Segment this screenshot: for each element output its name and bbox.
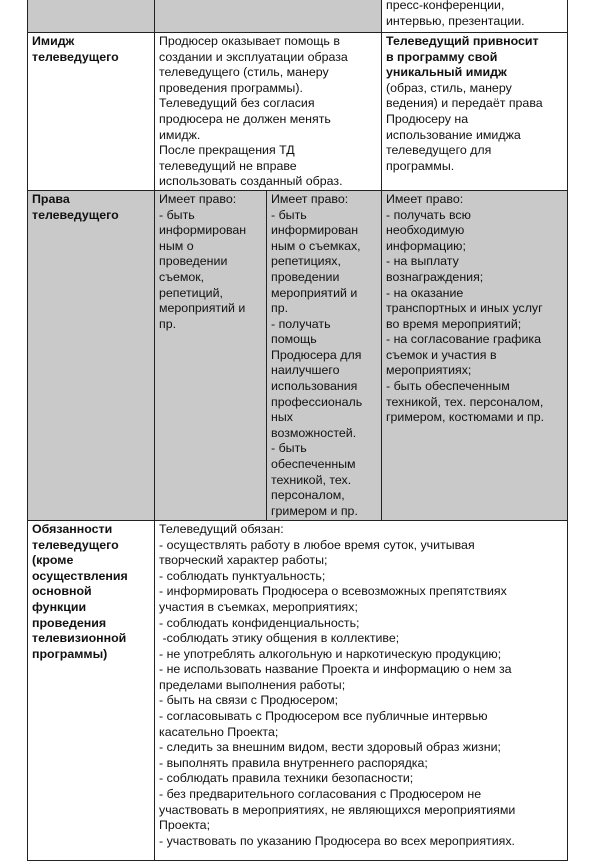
text-line: - быть	[271, 207, 307, 222]
text-line: телеведущего (стиль, манеру	[159, 65, 329, 80]
label-line: функции	[32, 599, 87, 614]
text-line: имидж.	[159, 127, 201, 142]
text-line: творческий характер работы;	[159, 553, 328, 568]
label-line: программы)	[32, 646, 108, 661]
rights-col3-cell	[382, 190, 568, 520]
text-line: - соблюдать пунктуальность;	[159, 568, 326, 583]
top-producer-cell	[155, 0, 382, 33]
text-line: участвовать в мероприятиях, не являющихся мероприятиями	[159, 802, 516, 817]
text-line: - не употреблять алкогольную и наркотическую продукцию;	[159, 646, 502, 661]
text-line: вознаграждения;	[386, 269, 484, 284]
label-line: Имидж	[32, 34, 75, 48]
text-line: Продюсеру на	[386, 111, 469, 126]
text-line: Имеет право:	[159, 191, 237, 206]
text-line: гримером и пр.	[271, 503, 358, 518]
text-line: - получать	[271, 316, 331, 331]
top-label-cell	[28, 0, 155, 33]
text-line: - быть на связи с Продюсером;	[159, 693, 339, 708]
text-line: репетиций,	[159, 285, 223, 300]
text-line: обеспеченным	[271, 457, 356, 472]
text-line: создании и эксплуатации образа	[159, 49, 348, 64]
text-line: ным о	[159, 238, 194, 253]
text-line: (образ, стиль, манеру	[386, 80, 512, 95]
text-line: - быть	[159, 207, 195, 222]
text-line: После прекращения ТД	[159, 143, 295, 158]
text-line: мероприятий и	[271, 285, 358, 300]
text-line: - не использовать название Проекта и информацию о нем за	[159, 662, 512, 677]
label-line: телеведущего	[32, 207, 119, 222]
label-line: Обязанности	[32, 521, 113, 536]
text-line: - выполнять правила внутреннего распорядка;	[159, 755, 428, 770]
text-line: - следить за внешним видом, вести здоровый образ жизни;	[159, 740, 501, 755]
label-line: осуществления	[32, 568, 128, 583]
text-line: техникой, тех.	[271, 472, 352, 487]
label-line: (кроме	[32, 553, 74, 568]
text-line: пр.	[271, 301, 289, 316]
table-row-rights	[28, 190, 568, 520]
text-line: пр.	[159, 316, 177, 331]
responsibilities-table	[27, 0, 568, 861]
text-line: - согласовывать с Продюсером все публичные интервью	[159, 709, 488, 724]
row-label-duties	[28, 520, 155, 860]
text-line: телеведущий не вправе	[159, 158, 297, 173]
text-line: Проекта;	[159, 818, 211, 833]
text-line: ведения) и передаёт права	[386, 96, 543, 111]
text-line: мероприятий и	[159, 301, 246, 316]
rights-col2-cell	[267, 190, 382, 520]
text-line: съемок,	[159, 269, 205, 284]
text-line: Имеет право:	[271, 191, 349, 206]
text-line: - быть	[271, 441, 307, 456]
text-line: информирован	[271, 223, 359, 238]
text-line: необходимую	[386, 223, 465, 238]
text-line: Телеведущий без согласия	[159, 96, 315, 111]
text-line: проведения программы).	[159, 80, 303, 95]
image-producer-cell	[155, 33, 382, 191]
text-line: - быть обеспеченным	[386, 379, 510, 394]
text-line: репетициях,	[271, 254, 341, 269]
text-line: пресс-конференции,	[386, 0, 505, 12]
text-line: программы.	[386, 158, 455, 173]
text-line: - на выплату	[386, 254, 459, 269]
label-line: Права	[32, 191, 70, 206]
text-line: - информировать Продюсера о всевозможных препятствиях	[159, 584, 507, 599]
text-line: мероприятиях;	[386, 363, 472, 378]
label-line: телеведущего	[32, 49, 119, 64]
text-line: техникой, тех. персоналом,	[386, 394, 544, 409]
label-line: телеведущего	[32, 537, 119, 552]
table-row-duties	[28, 520, 568, 860]
text-line: во время мероприятий;	[386, 316, 522, 331]
label-line: телевизионной	[32, 631, 127, 646]
text-line: проведении	[159, 254, 228, 269]
text-line: продюсера не должен менять	[159, 111, 331, 126]
text-line: профессиональ	[271, 394, 363, 409]
text-line: - получать всю	[386, 207, 471, 222]
text-line: Имеет право:	[386, 191, 464, 206]
duties-cell	[155, 520, 568, 860]
text-line: использовать созданный образ.	[159, 174, 343, 189]
text-line: ным о съемках,	[271, 238, 361, 253]
text-line-bold: уникальный имидж	[386, 65, 507, 80]
text-line: информацию;	[386, 238, 466, 253]
table-row-image	[28, 33, 568, 191]
text-line: - соблюдать правила техники безопасности;	[159, 771, 414, 786]
text-line: проведении	[271, 269, 340, 284]
text-line: - осуществлять работу в любое время суток, учитывая	[159, 537, 475, 552]
label-line: основной	[32, 584, 92, 599]
text-line-bold: в программу свой	[386, 49, 498, 64]
image-host-cell	[382, 33, 568, 191]
text-line: интервью, презентации.	[386, 13, 525, 28]
table-row-top	[28, 0, 568, 33]
text-line: информирован	[159, 223, 247, 238]
label-line: проведения	[32, 615, 107, 630]
text-line: - участвовать по указанию Продюсера во всех мероприятиях.	[159, 833, 515, 848]
text-line: наилучшего	[271, 363, 340, 378]
text-line: Продюсер оказывает помощь в	[159, 34, 340, 48]
text-line: телеведущего для	[386, 143, 492, 158]
text-line: съемок и участия в	[386, 347, 497, 362]
text-line: касательно Проекта;	[159, 724, 279, 739]
top-host-cell	[382, 0, 568, 33]
text-line: транспортных и иных услуг	[386, 301, 543, 316]
text-line: Продюсера для	[271, 347, 362, 362]
text-line: - без предварительного согласования с Продюсером не	[159, 787, 482, 802]
text-line: - соблюдать конфиденциальность;	[159, 615, 360, 630]
text-line: ных	[271, 410, 293, 425]
row-label-image	[28, 33, 155, 191]
text-line: участия в съемках, мероприятиях;	[159, 599, 358, 614]
text-line: возможностей.	[271, 425, 357, 440]
text-line: - на согласование графика	[386, 332, 541, 347]
text-line: персоналом,	[271, 488, 345, 503]
text-line: использования	[271, 379, 358, 394]
text-line: - на оказание	[386, 285, 464, 300]
row-label-rights	[28, 190, 155, 520]
text-line: гримером, костюмами и пр.	[386, 410, 545, 425]
text-line: -соблюдать этику общения в коллективе;	[159, 631, 400, 646]
text-line: пределами выполнения работы;	[159, 677, 346, 692]
rights-col1-cell	[155, 190, 267, 520]
text-line: помощь	[271, 332, 317, 347]
text-line: использование имиджа	[386, 127, 521, 142]
text-line-bold: Телеведущий привносит	[386, 34, 539, 48]
text-line: Телеведущий обязан:	[159, 521, 284, 536]
